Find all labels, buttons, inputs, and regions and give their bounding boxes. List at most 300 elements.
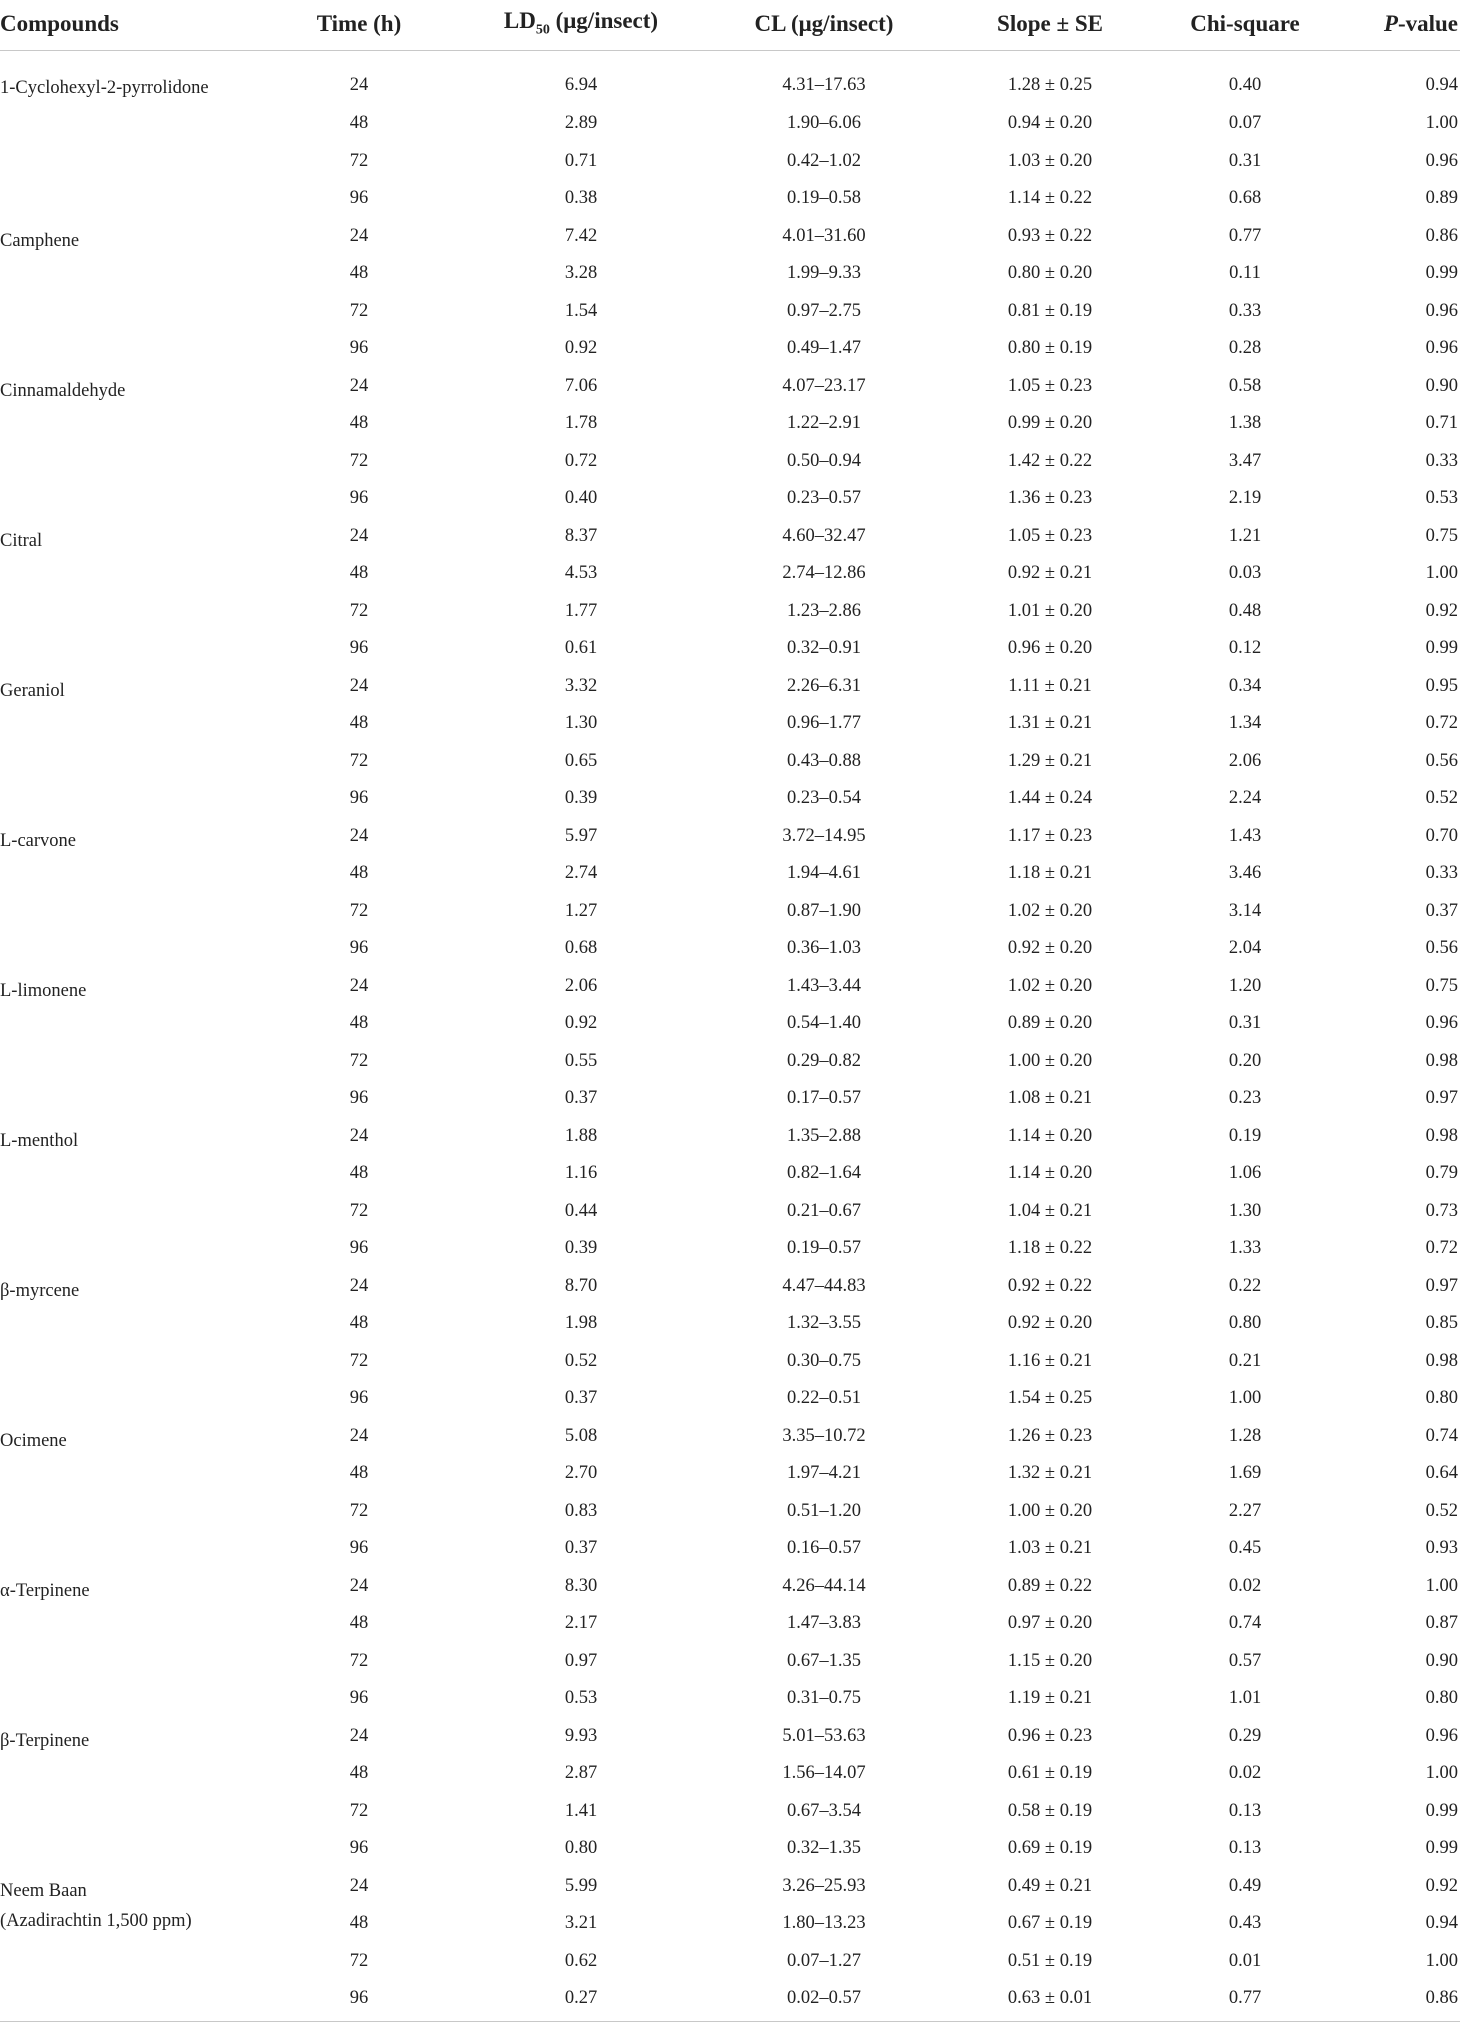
bottom-rule (0, 2021, 1460, 2022)
compound-name: α-Terpinene (0, 1580, 90, 1601)
pvalue-cell: 0.86 (1425, 225, 1458, 246)
pvalue-cell: 0.96 (1425, 338, 1458, 359)
table-row (0, 1868, 1460, 1906)
cl-cell: 1.56–14.07 (782, 1763, 866, 1784)
time-cell: 48 (349, 1163, 369, 1184)
chi-square-cell: 0.12 (1228, 638, 1262, 659)
chi-square-cell: 0.80 (1228, 1313, 1262, 1334)
pvalue-cell: 0.99 (1425, 1800, 1458, 1821)
time-cell: 24 (349, 225, 369, 246)
pvalue-cell: 0.73 (1425, 1200, 1458, 1221)
slope-cell: 0.80 ± 0.20 (1007, 263, 1093, 284)
cl-cell: 0.02–0.57 (787, 1988, 861, 2009)
pvalue-cell: 0.92 (1425, 1875, 1458, 1896)
time-cell: 72 (349, 900, 369, 921)
table-body (0, 51, 1460, 2018)
time-cell: 48 (349, 563, 369, 584)
ld50-cell: 1.30 (564, 713, 598, 734)
pvalue-cell: 0.94 (1425, 1913, 1458, 1934)
header-time: Time (h) (264, 0, 454, 51)
cl-cell: 3.35–10.72 (782, 1425, 866, 1446)
ld50-cell: 1.98 (564, 1313, 598, 1334)
compound-cell (0, 368, 264, 518)
slope-cell: 0.81 ± 0.19 (1007, 300, 1093, 321)
pvalue-cell: 0.92 (1425, 600, 1458, 621)
slope-cell: 0.63 ± 0.01 (1007, 1988, 1093, 2009)
pvalue-cell: 0.71 (1425, 413, 1458, 434)
time-cell: 48 (349, 1763, 369, 1784)
header-compounds: Compounds (0, 0, 264, 51)
slope-cell: 1.36 ± 0.23 (1007, 488, 1093, 509)
pvalue-cell: 0.98 (1425, 1350, 1458, 1371)
cl-cell: 1.80–13.23 (782, 1913, 866, 1934)
cl-cell: 0.22–0.51 (787, 1388, 861, 1409)
pvalue-cell: 0.90 (1425, 1650, 1458, 1671)
slope-cell: 1.01 ± 0.20 (1007, 600, 1093, 621)
pvalue-cell: 1.00 (1425, 1575, 1458, 1596)
compound-name: Citral (0, 530, 43, 551)
cl-cell: 0.96–1.77 (787, 713, 861, 734)
time-cell: 96 (349, 1988, 369, 2009)
slope-cell: 1.44 ± 0.24 (1007, 788, 1093, 809)
chi-square-cell: 0.23 (1228, 1088, 1262, 1109)
chi-square-cell: 0.33 (1228, 300, 1262, 321)
header-pvalue-italic: P (1383, 10, 1398, 36)
slope-cell: 1.17 ± 0.23 (1007, 825, 1093, 846)
cl-cell: 1.90–6.06 (787, 113, 861, 134)
cl-cell: 0.19–0.57 (787, 1238, 861, 1259)
table-row (0, 1268, 1460, 1306)
pvalue-cell: 0.56 (1425, 750, 1458, 771)
chi-square-cell: 1.34 (1228, 713, 1262, 734)
ld50-cell: 1.54 (564, 300, 598, 321)
ld50-cell: 0.37 (564, 1538, 598, 1559)
slope-cell: 0.67 ± 0.19 (1007, 1913, 1093, 1934)
cl-cell: 4.26–44.14 (782, 1575, 866, 1596)
time-cell: 72 (349, 1800, 369, 1821)
chi-square-cell: 0.34 (1228, 675, 1262, 696)
cl-cell: 0.23–0.54 (787, 788, 861, 809)
compound-name: Camphene (0, 230, 80, 251)
compound-name: β-myrcene (0, 1280, 80, 1301)
ld50-cell: 0.37 (564, 1388, 598, 1409)
chi-square-cell: 3.46 (1228, 863, 1262, 884)
ld50-cell: 0.92 (564, 1013, 598, 1034)
time-cell: 24 (349, 74, 369, 95)
compound-name: Geraniol (0, 680, 65, 701)
time-cell: 72 (349, 600, 369, 621)
time-cell: 96 (349, 1088, 369, 1109)
compound-name: Neem Baan (0, 1880, 87, 1901)
slope-cell: 1.54 ± 0.25 (1007, 1388, 1093, 1409)
slope-cell: 1.14 ± 0.20 (1007, 1125, 1093, 1146)
slope-cell: 1.15 ± 0.20 (1007, 1650, 1093, 1671)
compound-cell (0, 1568, 264, 1718)
ld50-cell: 0.39 (564, 788, 598, 809)
ld50-cell: 1.27 (564, 900, 598, 921)
cl-cell: 0.36–1.03 (787, 938, 861, 959)
slope-cell: 1.16 ± 0.21 (1007, 1350, 1093, 1371)
ld50-cell: 3.21 (564, 1913, 598, 1934)
time-cell: 96 (349, 1838, 369, 1859)
compound-cell (0, 968, 264, 1118)
chi-square-cell: 0.13 (1228, 1800, 1262, 1821)
time-cell: 72 (349, 1050, 369, 1071)
chi-square-cell: 2.19 (1228, 488, 1262, 509)
ld50-cell: 1.77 (564, 600, 598, 621)
cl-cell: 0.32–1.35 (787, 1838, 861, 1859)
time-cell: 48 (349, 1313, 369, 1334)
ld50-cell: 7.42 (564, 225, 598, 246)
cl-cell: 0.21–0.67 (787, 1200, 861, 1221)
ld50-cell: 1.78 (564, 413, 598, 434)
compound-name: Cinnamaldehyde (0, 380, 126, 401)
cl-cell: 0.97–2.75 (787, 300, 861, 321)
slope-cell: 0.92 ± 0.20 (1007, 938, 1093, 959)
header-ld50-suffix: (μg/insect) (549, 8, 659, 34)
time-cell: 48 (349, 1463, 369, 1484)
pvalue-cell: 0.75 (1425, 975, 1458, 996)
compound-cell (0, 668, 264, 818)
chi-square-cell: 1.43 (1228, 825, 1262, 846)
chi-square-cell: 0.11 (1229, 263, 1261, 284)
time-cell: 48 (349, 713, 369, 734)
cl-cell: 0.31–0.75 (787, 1688, 861, 1709)
slope-cell: 0.92 ± 0.20 (1007, 1313, 1093, 1334)
cl-cell: 1.94–4.61 (787, 863, 861, 884)
chi-square-cell: 1.69 (1228, 1463, 1262, 1484)
time-cell: 24 (349, 675, 369, 696)
chi-square-cell: 3.14 (1228, 900, 1262, 921)
cl-cell: 1.32–3.55 (787, 1313, 861, 1334)
cl-cell: 0.43–0.88 (787, 750, 861, 771)
chi-square-cell: 1.06 (1228, 1163, 1262, 1184)
ld50-cell: 5.97 (564, 825, 598, 846)
time-cell: 24 (349, 975, 369, 996)
slope-cell: 1.03 ± 0.21 (1007, 1538, 1093, 1559)
ld50-cell: 0.38 (564, 188, 598, 209)
table-row (0, 1568, 1460, 1606)
ld50-cell: 0.65 (564, 750, 598, 771)
chi-square-cell: 0.20 (1228, 1050, 1262, 1071)
pvalue-cell: 0.96 (1425, 1013, 1458, 1034)
time-cell: 96 (349, 1688, 369, 1709)
chi-square-cell: 2.24 (1228, 788, 1262, 809)
time-cell: 96 (349, 188, 369, 209)
cl-cell: 0.30–0.75 (787, 1350, 861, 1371)
chi-square-cell: 0.03 (1228, 563, 1262, 584)
compound-name: L-limonene (0, 980, 87, 1001)
chi-square-cell: 0.58 (1228, 375, 1262, 396)
slope-cell: 1.08 ± 0.21 (1007, 1088, 1093, 1109)
cl-cell: 4.31–17.63 (782, 74, 866, 95)
slope-cell: 0.89 ± 0.22 (1007, 1575, 1093, 1596)
ld50-cell: 0.27 (564, 1988, 598, 2009)
chi-square-cell: 0.45 (1228, 1538, 1262, 1559)
ld50-cell: 0.44 (564, 1200, 598, 1221)
chi-square-cell: 0.02 (1228, 1575, 1262, 1596)
time-cell: 72 (349, 300, 369, 321)
cl-cell: 0.19–0.58 (787, 188, 861, 209)
cl-cell: 0.67–1.35 (787, 1650, 861, 1671)
pvalue-cell: 0.99 (1425, 638, 1458, 659)
cl-cell: 0.82–1.64 (787, 1163, 861, 1184)
cl-cell: 2.26–6.31 (787, 675, 861, 696)
chi-square-cell: 0.74 (1228, 1613, 1262, 1634)
slope-cell: 0.96 ± 0.20 (1007, 638, 1093, 659)
ld50-cell: 9.93 (564, 1725, 598, 1746)
time-cell: 96 (349, 1238, 369, 1259)
compound-name: L-carvone (0, 830, 77, 851)
header-pvalue-rest: -value (1397, 10, 1458, 36)
chi-square-cell: 2.27 (1228, 1500, 1262, 1521)
time-cell: 72 (349, 1950, 369, 1971)
chi-square-cell: 1.21 (1228, 525, 1262, 546)
pvalue-cell: 0.72 (1425, 1238, 1458, 1259)
slope-cell: 0.61 ± 0.19 (1007, 1763, 1093, 1784)
pvalue-cell: 0.75 (1425, 525, 1458, 546)
time-cell: 96 (349, 1388, 369, 1409)
pvalue-cell: 0.33 (1425, 450, 1458, 471)
pvalue-cell: 0.87 (1425, 1613, 1458, 1634)
time-cell: 96 (349, 638, 369, 659)
pvalue-cell: 0.33 (1425, 863, 1458, 884)
pvalue-cell: 1.00 (1425, 113, 1458, 134)
time-cell: 72 (349, 750, 369, 771)
chi-square-cell: 2.06 (1228, 750, 1262, 771)
compound-cell (0, 1868, 264, 2018)
ld50-cell: 0.39 (564, 1238, 598, 1259)
pvalue-cell: 0.96 (1425, 300, 1458, 321)
chi-square-cell: 1.33 (1228, 1238, 1262, 1259)
header-pvalue (1330, 0, 1460, 51)
ld50-cell: 0.83 (564, 1500, 598, 1521)
slope-cell: 0.93 ± 0.22 (1007, 225, 1093, 246)
pvalue-cell: 0.90 (1425, 375, 1458, 396)
chi-square-cell: 0.77 (1228, 225, 1262, 246)
compound-name: β-Terpinene (0, 1730, 90, 1751)
time-cell: 72 (349, 1500, 369, 1521)
table-row (0, 968, 1460, 1006)
time-cell: 24 (349, 375, 369, 396)
cl-cell: 0.32–0.91 (787, 638, 861, 659)
time-cell: 24 (349, 1275, 369, 1296)
header-chi-square: Chi-square (1160, 0, 1330, 51)
slope-cell: 0.80 ± 0.19 (1007, 338, 1093, 359)
chi-square-cell: 0.31 (1228, 1013, 1262, 1034)
pvalue-cell: 0.86 (1425, 1988, 1458, 2009)
pvalue-cell: 0.64 (1425, 1463, 1458, 1484)
pvalue-cell: 0.98 (1425, 1125, 1458, 1146)
slope-cell: 1.02 ± 0.20 (1007, 900, 1093, 921)
pvalue-cell: 0.80 (1425, 1388, 1458, 1409)
pvalue-cell: 0.96 (1425, 150, 1458, 171)
cl-cell: 0.50–0.94 (787, 450, 861, 471)
ld50-cell: 4.53 (564, 563, 598, 584)
slope-cell: 0.51 ± 0.19 (1007, 1950, 1093, 1971)
chi-square-cell: 1.28 (1228, 1425, 1262, 1446)
header-ld50-sub: 50 (535, 22, 550, 38)
cl-cell: 1.97–4.21 (787, 1463, 861, 1484)
slope-cell: 1.02 ± 0.20 (1007, 975, 1093, 996)
time-cell: 96 (349, 788, 369, 809)
ld50-cell: 8.70 (564, 1275, 598, 1296)
time-cell: 96 (349, 338, 369, 359)
slope-cell: 0.92 ± 0.22 (1007, 1275, 1093, 1296)
chi-square-cell: 1.01 (1228, 1688, 1262, 1709)
cl-cell: 0.54–1.40 (787, 1013, 861, 1034)
header-row (0, 0, 1460, 51)
time-cell: 48 (349, 1013, 369, 1034)
cl-cell: 1.35–2.88 (787, 1125, 861, 1146)
cl-cell: 1.99–9.33 (787, 263, 861, 284)
pvalue-cell: 0.96 (1425, 1725, 1458, 1746)
slope-cell: 1.00 ± 0.20 (1007, 1050, 1093, 1071)
compound-name-detail: (Azadirachtin 1,500 ppm) (0, 1910, 192, 1931)
chi-square-cell: 0.13 (1228, 1838, 1262, 1859)
pvalue-cell: 0.52 (1425, 1500, 1458, 1521)
time-cell: 72 (349, 1650, 369, 1671)
cl-cell: 0.42–1.02 (787, 150, 861, 171)
pvalue-cell: 0.80 (1425, 1688, 1458, 1709)
chi-square-cell: 0.29 (1228, 1725, 1262, 1746)
ld50-cell: 2.17 (564, 1613, 598, 1634)
table-row (0, 218, 1460, 256)
pvalue-cell: 0.93 (1425, 1538, 1458, 1559)
ld50-cell: 0.52 (564, 1350, 598, 1371)
header-ld50-prefix: LD (503, 8, 536, 34)
chi-square-cell: 1.00 (1228, 1388, 1262, 1409)
time-cell: 48 (349, 113, 369, 134)
pvalue-cell: 0.53 (1425, 488, 1458, 509)
cl-cell: 0.17–0.57 (787, 1088, 861, 1109)
ld50-cell: 0.61 (564, 638, 598, 659)
slope-cell: 0.94 ± 0.20 (1007, 113, 1093, 134)
pvalue-cell: 0.99 (1425, 263, 1458, 284)
time-cell: 48 (349, 1613, 369, 1634)
cl-cell: 0.23–0.57 (787, 488, 861, 509)
time-cell: 24 (349, 1575, 369, 1596)
ld50-cell: 5.08 (564, 1425, 598, 1446)
ld50-cell: 0.62 (564, 1950, 598, 1971)
ld50-cell: 1.41 (564, 1800, 598, 1821)
cl-cell: 1.43–3.44 (787, 975, 861, 996)
slope-cell: 1.00 ± 0.20 (1007, 1500, 1093, 1521)
pvalue-cell: 0.94 (1425, 74, 1458, 95)
time-cell: 24 (349, 1125, 369, 1146)
table-row (0, 818, 1460, 856)
compound-cell (0, 1418, 264, 1568)
table-row (0, 368, 1460, 406)
time-cell: 24 (349, 825, 369, 846)
ld50-cell: 2.70 (564, 1463, 598, 1484)
chi-square-cell: 0.21 (1228, 1350, 1262, 1371)
table-row (0, 1418, 1460, 1456)
slope-cell: 1.14 ± 0.22 (1007, 188, 1093, 209)
ld50-cell: 2.89 (564, 113, 598, 134)
pvalue-cell: 0.99 (1425, 1838, 1458, 1859)
ld50-cell: 8.30 (564, 1575, 598, 1596)
pvalue-cell: 0.72 (1425, 713, 1458, 734)
ld50-cell: 2.06 (564, 975, 598, 996)
chi-square-cell: 0.19 (1228, 1125, 1262, 1146)
cl-cell: 0.51–1.20 (787, 1500, 861, 1521)
time-cell: 24 (349, 525, 369, 546)
cl-cell: 4.60–32.47 (782, 525, 866, 546)
time-cell: 72 (349, 1200, 369, 1221)
pvalue-cell: 0.52 (1425, 788, 1458, 809)
chi-square-cell: 0.22 (1228, 1275, 1262, 1296)
table-row (0, 518, 1460, 556)
compound-cell (0, 818, 264, 968)
slope-cell: 0.99 ± 0.20 (1007, 413, 1093, 434)
time-cell: 48 (349, 413, 369, 434)
cl-cell: 4.07–23.17 (782, 375, 866, 396)
chi-square-cell: 0.07 (1228, 113, 1262, 134)
slope-cell: 1.05 ± 0.23 (1007, 525, 1093, 546)
slope-cell: 1.18 ± 0.22 (1007, 1238, 1093, 1259)
ld50-cell: 0.40 (564, 488, 598, 509)
slope-cell: 1.28 ± 0.25 (1007, 74, 1093, 95)
chi-square-cell: 3.47 (1228, 450, 1262, 471)
pvalue-cell: 0.85 (1425, 1313, 1458, 1334)
pvalue-cell: 0.74 (1425, 1425, 1458, 1446)
ld50-cell: 3.32 (564, 675, 598, 696)
slope-cell: 1.32 ± 0.21 (1007, 1463, 1093, 1484)
ld50-cell: 0.97 (564, 1650, 598, 1671)
chi-square-cell: 0.68 (1228, 188, 1262, 209)
pvalue-cell: 0.70 (1425, 825, 1458, 846)
slope-cell: 1.31 ± 0.21 (1007, 713, 1093, 734)
slope-cell: 0.49 ± 0.21 (1007, 1875, 1093, 1896)
header-cl: CL (μg/insect) (708, 0, 940, 51)
ld50-cell: 0.55 (564, 1050, 598, 1071)
cl-cell: 3.72–14.95 (782, 825, 866, 846)
ld50-cell: 0.92 (564, 338, 598, 359)
ld50-cell: 1.88 (564, 1125, 598, 1146)
ld50-cell: 8.37 (564, 525, 598, 546)
ld50-cell: 0.68 (564, 938, 598, 959)
pvalue-cell: 0.97 (1425, 1275, 1458, 1296)
chi-square-cell: 0.57 (1228, 1650, 1262, 1671)
slope-cell: 0.92 ± 0.21 (1007, 563, 1093, 584)
slope-cell: 1.18 ± 0.21 (1007, 863, 1093, 884)
time-cell: 48 (349, 1913, 369, 1934)
cl-cell: 1.23–2.86 (787, 600, 861, 621)
time-cell: 48 (349, 863, 369, 884)
table-row (0, 51, 1460, 106)
chi-square-cell: 0.77 (1228, 1988, 1262, 2009)
chi-square-cell: 1.38 (1228, 413, 1262, 434)
time-cell: 24 (349, 1425, 369, 1446)
chi-square-cell: 0.48 (1228, 600, 1262, 621)
chi-square-cell: 0.28 (1228, 338, 1262, 359)
chi-square-cell: 0.49 (1228, 1875, 1262, 1896)
cl-cell: 4.01–31.60 (782, 225, 866, 246)
compound-name: L-menthol (0, 1130, 79, 1151)
pvalue-cell: 1.00 (1425, 1950, 1458, 1971)
pvalue-cell: 0.95 (1425, 675, 1458, 696)
cl-cell: 5.01–53.63 (782, 1725, 866, 1746)
ld50-cell: 2.87 (564, 1763, 598, 1784)
ld50-cell: 1.16 (564, 1163, 598, 1184)
ld50-cell: 0.72 (564, 450, 598, 471)
slope-cell: 1.14 ± 0.20 (1007, 1163, 1093, 1184)
pvalue-cell: 0.56 (1425, 938, 1458, 959)
cl-cell: 2.74–12.86 (782, 563, 866, 584)
compound-cell (0, 1718, 264, 1868)
time-cell: 72 (349, 450, 369, 471)
